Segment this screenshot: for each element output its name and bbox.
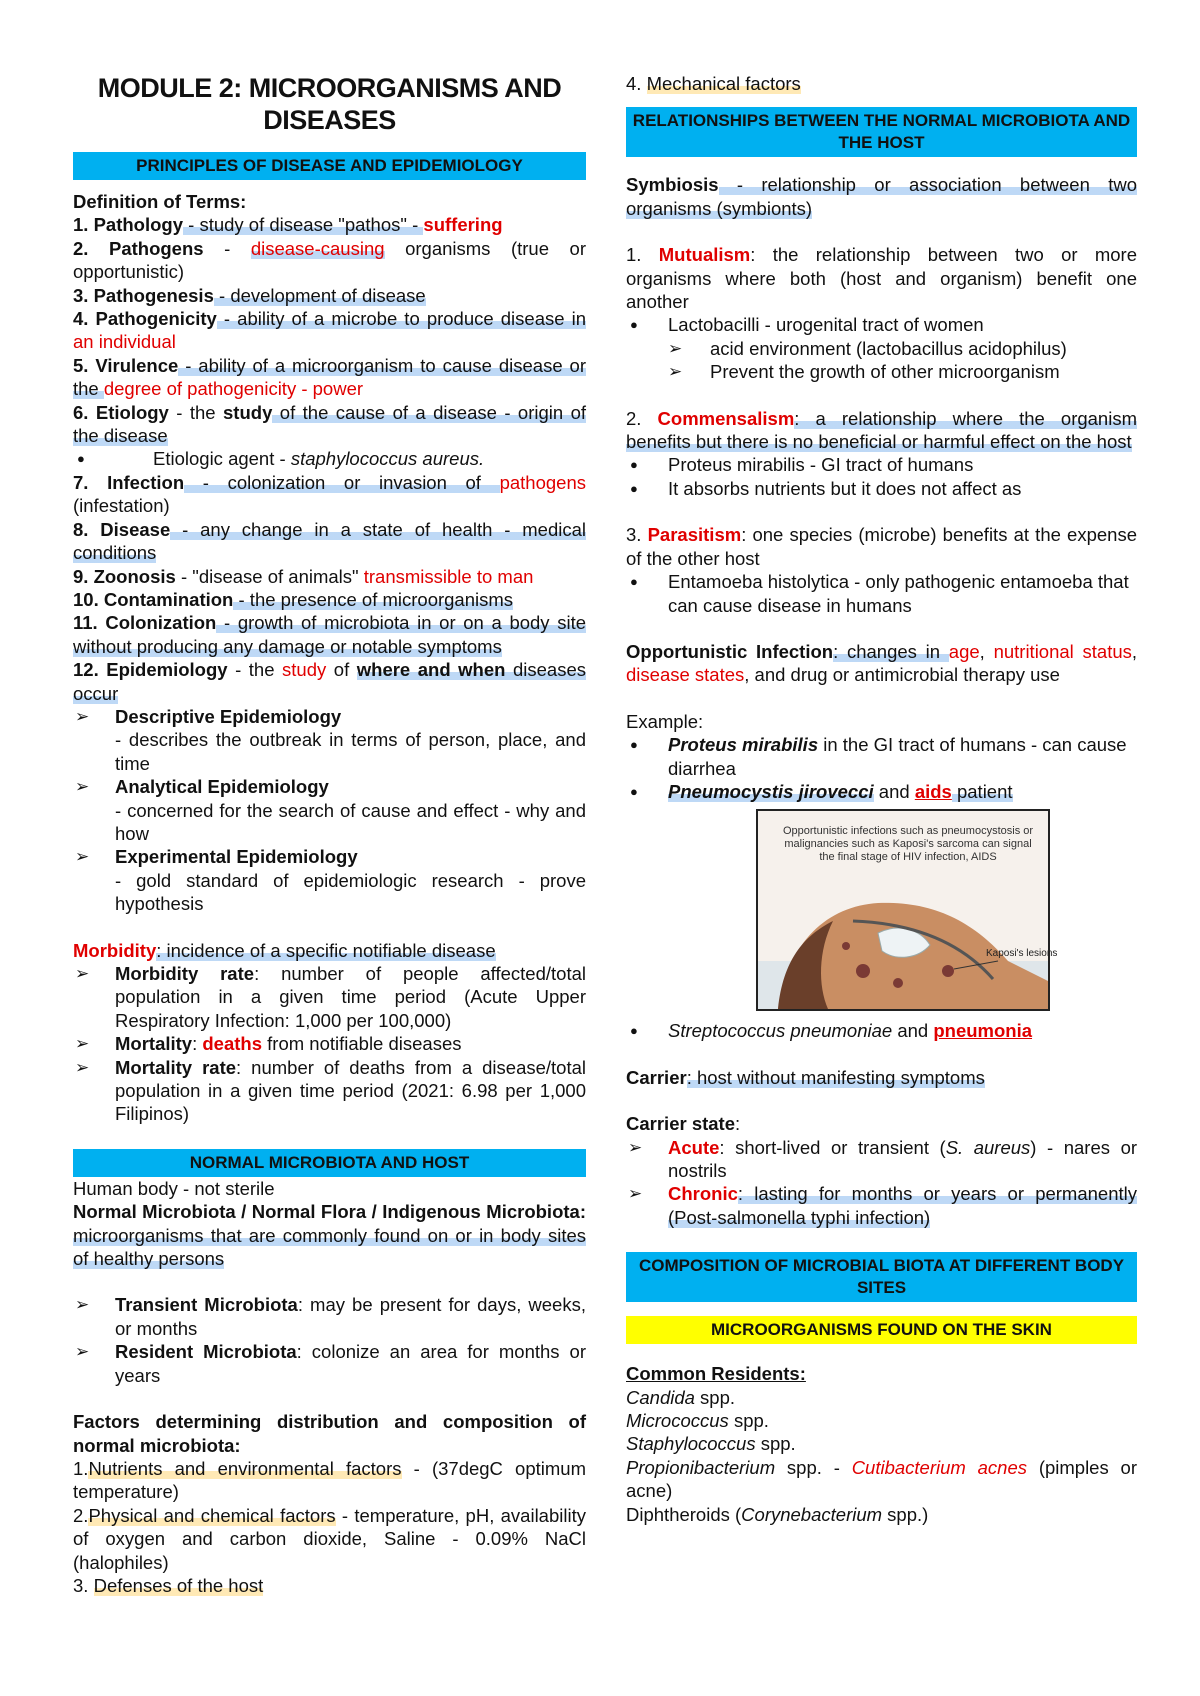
term-zoonosis: 9. Zoonosis - "disease of animals" transmissible to man bbox=[73, 565, 534, 587]
patient-illustration bbox=[758, 811, 1058, 1009]
mutualism-sub-2: ➢ Prevent the growth of other microorganism bbox=[626, 360, 1137, 383]
term-pathology: 1. Pathology - study of disease "pathos" - suffering bbox=[73, 214, 503, 236]
lesion-3 bbox=[942, 965, 954, 977]
section-heading-skin: MICROORGANISMS FOUND ON THE SKIN bbox=[626, 1316, 1137, 1344]
section-heading-relationships: RELATIONSHIPS BETWEEN THE NORMAL MICROBIOTA AND THE HOST bbox=[626, 107, 1137, 157]
lesion-4 bbox=[842, 942, 850, 950]
human-body-note: Human body - not sterile bbox=[73, 1177, 275, 1199]
commensalism-bullet-2: ● It absorbs nutrients but it does not affect as bbox=[626, 477, 1137, 500]
right-column bbox=[626, 72, 1137, 1526]
transient-microbiota: ➢ Transient Microbiota: may be present for days, weeks, or months bbox=[73, 1293, 586, 1340]
page-title: MODULE 2: MICROORGANISMS AND DISEASES bbox=[97, 73, 562, 135]
term-colonization: 11. Colonization - growth of microbiota in or on a body site without producing any damage or notable symptoms bbox=[73, 612, 587, 657]
kaposi-sarcoma-figure bbox=[756, 809, 1058, 1011]
example-streptococcus: ● Streptococcus pneumoniae and pneumonia bbox=[626, 1019, 1137, 1042]
morbidity-rate: ➢ Morbidity rate: number of people affected/total population in a given time period (Acute Upper Respiratory Infection: 1,000 per 100,000) bbox=[73, 962, 586, 1032]
epi-type-descriptive: ➢ Descriptive Epidemiology bbox=[73, 705, 586, 728]
carrier-state-heading: Carrier state: bbox=[626, 1113, 741, 1135]
mutualism-sub-1: ➢ acid environment (lactobacillus acidophilus) bbox=[626, 337, 1137, 360]
commensalism-bullet-1: ● Proteus mirabilis - GI tract of humans bbox=[626, 453, 1137, 476]
term-etiology: 6. Etiology - the study of the cause of a disease - origin of the disease bbox=[73, 401, 587, 447]
epi-desc-analytical: - concerned for the search of cause and effect - why and how bbox=[115, 799, 586, 844]
resident-microbiota: ➢ Resident Microbiota: colonize an area for months or years bbox=[73, 1340, 586, 1387]
section-heading-normal-microbiota: NORMAL MICROBIOTA AND HOST bbox=[73, 1149, 586, 1177]
resident-diphtheroids: Diphtheroids (Corynebacterium spp.) bbox=[626, 1503, 929, 1525]
term-infection: 7. Infection - colonization or invasion of pathogens (infestation) bbox=[73, 471, 586, 517]
term-disease: 8. Disease - any change in a state of health - medical conditions bbox=[73, 518, 586, 564]
factors-heading: Factors determining distribution and composition of normal microbiota: bbox=[73, 1411, 586, 1456]
etiologic-agent-bullet: ● Etiologic agent - staphylococcus aureus. bbox=[73, 447, 586, 470]
term-pathogens: 2. Pathogens - disease-causing organisms (true or opportunistic) bbox=[73, 237, 586, 283]
commensalism-definition: 2. Commensalism: a relationship where the organism benefits but there is no beneficial or harmful effect on the host bbox=[626, 407, 1137, 453]
mortality-rate: ➢ Mortality rate: number of deaths from a disease/total population in a given time period (2021: 6.98 per 1,000 Filipinos) bbox=[73, 1056, 586, 1126]
resident-propionibacterium: Propionibacterium spp. - Cutibacterium acnes (pimples or acne) bbox=[626, 1456, 1137, 1502]
epi-desc-descriptive: - describes the outbreak in terms of person, place, and time bbox=[115, 729, 586, 774]
carrier-chronic: ➢ Chronic: lasting for months or years or permanently (Post-salmonella typhi infection) bbox=[626, 1182, 1137, 1229]
carrier-acute: ➢ Acute: short-lived or transient (S. aureus) - nares or nostrils bbox=[626, 1136, 1137, 1183]
figure-caption: Opportunistic infections such as pneumocystosis or malignancies such as Kaposi's sarcoma can signal the final stage of HIV infection, AIDS bbox=[782, 825, 1034, 864]
lesion-2 bbox=[893, 978, 903, 988]
left-column bbox=[73, 72, 586, 1597]
example-proteus: ● Proteus mirabilis in the GI tract of humans - can cause diarrhea bbox=[626, 733, 1137, 780]
term-contamination: 10. Contamination - the presence of microorganisms bbox=[73, 588, 514, 610]
definitions-heading: Definition of Terms: bbox=[73, 191, 247, 212]
resident-staphylococcus: Staphylococcus spp. bbox=[626, 1433, 796, 1455]
term-pathogenesis: 3. Pathogenesis - development of disease bbox=[73, 284, 426, 306]
mutualism-bullet: ● Lactobacilli - urogenital tract of women bbox=[626, 313, 1137, 336]
resident-candida: Candida spp. bbox=[626, 1386, 736, 1408]
lesion-1 bbox=[856, 964, 870, 978]
common-residents-heading: Common Residents: bbox=[626, 1363, 806, 1385]
term-virulence: 5. Virulence - ability of a microorganism to cause disease or the degree of pathogenicity - power bbox=[73, 354, 586, 400]
factor-1: 1.Nutrients and environmental factors - (37degC optimum temperature) bbox=[73, 1457, 586, 1503]
figure-label: Kaposi's lesions bbox=[986, 948, 1058, 960]
epi-desc-experimental: - gold standard of epidemiologic research - prove hypothesis bbox=[115, 869, 586, 915]
factor-2: 2.Physical and chemical factors - temperature, pH, availability of oxygen and carbon dioxide, Saline - 0.09% NaCl (halophiles) bbox=[73, 1504, 586, 1573]
mortality: ➢ Mortality: deaths from notifiable diseases bbox=[73, 1032, 586, 1055]
epi-type-experimental: ➢ Experimental Epidemiology bbox=[73, 845, 586, 868]
normal-flora-definition: Normal Microbiota / Normal Flora / Indigenous Microbiota: microorganisms that are commonly found on or in body sites of healthy persons bbox=[73, 1201, 586, 1270]
factor-4: 4. Mechanical factors bbox=[626, 73, 801, 94]
carrier-definition: Carrier: host without manifesting symptoms bbox=[626, 1066, 985, 1088]
parasitism-definition: 3. Parasitism: one species (microbe) benefits at the expense of the other host bbox=[626, 524, 1137, 569]
symbiosis-definition: Symbiosis - relationship or association between two organisms (symbionts) bbox=[626, 174, 1137, 219]
term-epidemiology: 12. Epidemiology - the study of where and when diseases occur bbox=[73, 659, 586, 704]
opportunistic-infection: Opportunistic Infection: changes in age, nutritional status, disease states, and drug or antimicrobial therapy use bbox=[626, 640, 1138, 686]
morbidity-definition: Morbidity: incidence of a specific notifiable disease bbox=[73, 939, 496, 961]
section-heading-principles: PRINCIPLES OF DISEASE AND EPIDEMIOLOGY bbox=[73, 152, 586, 180]
mutualism-definition: 1. Mutualism: the relationship between two or more organisms where both (host and organism) benefit one another bbox=[626, 244, 1137, 313]
example-pneumocystis: ● Pneumocystis jirovecci and aids patient bbox=[626, 780, 1137, 803]
epi-type-analytical: ➢ Analytical Epidemiology bbox=[73, 775, 586, 798]
example-label: Example: bbox=[626, 710, 704, 732]
factor-3: 3. Defenses of the host bbox=[73, 1574, 264, 1596]
parasitism-bullet: ● Entamoeba histolytica - only pathogenic entamoeba that can cause disease in humans bbox=[626, 570, 1137, 617]
term-pathogenicity: 4. Pathogenicity - ability of a microbe to produce disease in an individual bbox=[73, 308, 587, 353]
section-heading-composition: COMPOSITION OF MICROBIAL BIOTA AT DIFFERENT BODY SITES bbox=[626, 1252, 1137, 1302]
resident-micrococcus: Micrococcus spp. bbox=[626, 1410, 769, 1431]
